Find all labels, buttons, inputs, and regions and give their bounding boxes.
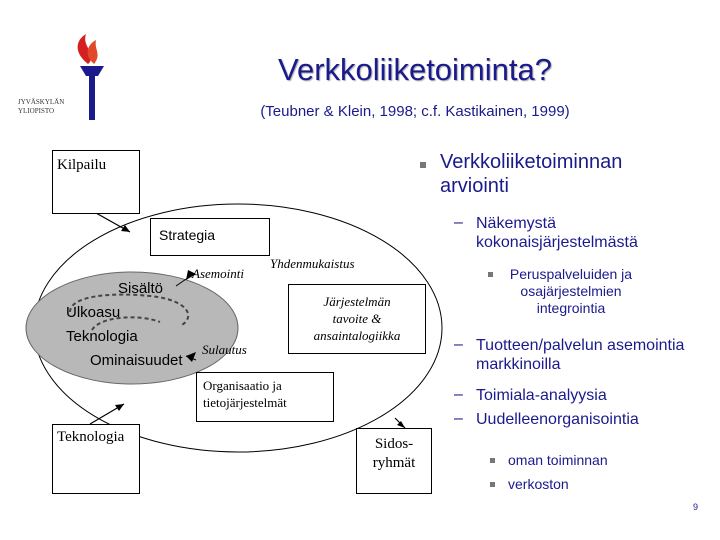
organisaatio-box <box>196 372 334 422</box>
dash-l2c: – <box>454 386 463 403</box>
ulkoasu-label: Ulkoasu <box>66 304 121 321</box>
strategia-label: Strategia <box>159 227 216 243</box>
dash-l2a: – <box>454 214 463 231</box>
slide-subtitle: (Teubner & Klein, 1998; c.f. Kastikainen, 1999) <box>260 103 570 120</box>
strategia-box <box>150 218 270 256</box>
bullet-l3b: oman toiminnan <box>508 452 608 468</box>
logo-text: JYVÄSKYLÄN YLIOPISTO <box>18 98 65 115</box>
dash-l2d: – <box>454 410 463 427</box>
ominaisuudet-label: Ominaisuudet <box>90 352 183 369</box>
page-number: 9 <box>692 502 698 512</box>
bullet-l2b: Tuotteen/palvelun asemointia markkinoilla <box>476 337 685 373</box>
sidosryhmat-label: Sidos- ryhmät <box>372 436 416 471</box>
slide-title: Verkkoliiketoiminta? <box>278 52 552 87</box>
bullet-square-l3b <box>490 458 495 463</box>
bullet-l2c: Toimiala-analyysia <box>476 387 607 404</box>
teknologia-box-label: Teknologia <box>57 429 125 445</box>
bullet-l3a: Peruspalveluiden ja osajärjestelmien integrointia <box>509 266 633 316</box>
bullet-l3c: verkoston <box>508 476 569 492</box>
bullet-l2d: Uudelleenorganisointia <box>476 411 639 428</box>
jarjestelman-box <box>288 284 426 354</box>
sulautus-label: Sulautus <box>202 342 247 357</box>
bullet-square-l3c <box>490 482 495 487</box>
teknologia-oval-label: Teknologia <box>66 328 138 345</box>
dash-l2b: – <box>454 336 463 353</box>
sidosryhmat-box <box>356 428 432 494</box>
yhdenmukaistus-label: Yhdenmukaistus <box>270 256 355 271</box>
organisaatio-label: Organisaatio ja tietojärjestelmät <box>203 378 287 410</box>
jarjestelman-label: Järjestelmän tavoite & ansaintalogiikka <box>313 294 401 343</box>
kilpailu-box <box>52 150 140 214</box>
bullet-l2a: Näkemystä kokonaisjärjestelmästä <box>476 215 638 251</box>
bullet-square-l1 <box>420 162 426 168</box>
asemointi-label: Asemointi <box>192 266 244 281</box>
sisalto-label: Sisältö <box>118 280 164 297</box>
kilpailu-label: Kilpailu <box>57 157 107 173</box>
teknologia-box <box>52 424 140 494</box>
bullet-square-l3a <box>488 272 493 277</box>
bullet-l1: Verkkoliiketoiminnan arviointi <box>440 151 623 197</box>
